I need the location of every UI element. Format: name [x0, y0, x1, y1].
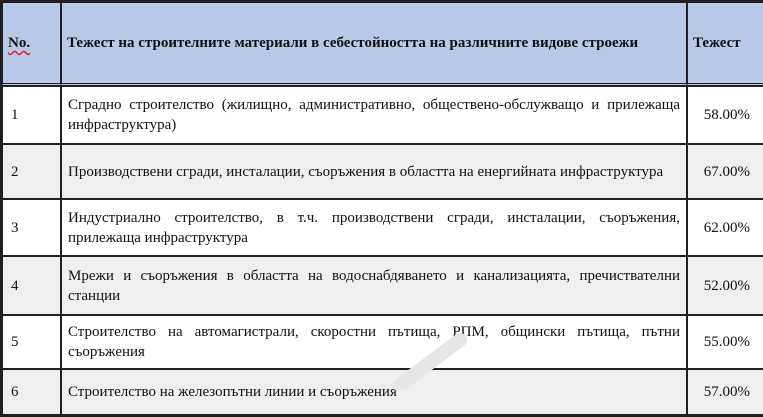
row-weight: 52.00% — [687, 256, 763, 315]
row-number: 6 — [2, 369, 61, 415]
header-no: No. — [2, 2, 61, 86]
row-number: 5 — [2, 315, 61, 369]
table-header-row — [2, 2, 763, 86]
row-description: Строителство на железопътни линии и съоръжения — [61, 369, 687, 415]
row-number: 4 — [2, 256, 61, 315]
row-description: Сградно строителство (жилищно, административно, обществено-обслужващо и прилежаща инфраструктура) — [61, 86, 687, 144]
row-weight: 57.00% — [687, 369, 763, 415]
row-description: Строителство на автомагистрали, скоростни пътища, РПМ, общински пътища, пътни съоръжения — [61, 315, 687, 369]
row-weight: 62.00% — [687, 199, 763, 256]
table-row — [2, 86, 763, 144]
table-row — [2, 256, 763, 315]
row-description: Мрежи и съоръжения в областта на водоснабдяването и канализацията, пречиствателни станции — [61, 256, 687, 315]
row-weight: 67.00% — [687, 144, 763, 199]
header-weight: Тежест — [687, 2, 763, 86]
row-weight: 55.00% — [687, 315, 763, 369]
row-number: 3 — [2, 199, 61, 256]
table-row — [2, 369, 763, 415]
row-description: Производствени сгради, инсталации, съоръжения в областта на енергийната инфраструктура — [61, 144, 687, 199]
row-number: 1 — [2, 86, 61, 144]
table-row — [2, 315, 763, 369]
row-weight: 58.00% — [687, 86, 763, 144]
header-description: Тежест на строителните материали в себестойността на различните видове строежи — [61, 2, 687, 86]
row-description: Индустриално строителство, в т.ч. производствени сгради, инсталации, съоръжения, прилежаща инфраструктура — [61, 199, 687, 256]
row-number: 2 — [2, 144, 61, 199]
table-row — [2, 199, 763, 256]
table-row — [2, 144, 763, 199]
